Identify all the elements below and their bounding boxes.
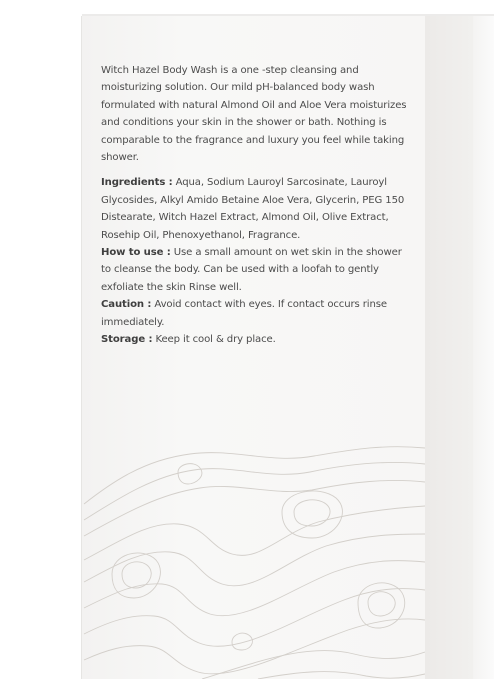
contour-island: [122, 562, 151, 588]
topographic-line-pattern: [82, 442, 425, 679]
contour-line: [84, 480, 425, 536]
how-to-use-label: How to use :: [101, 247, 171, 259]
product-info-text: [101, 62, 413, 349]
contour-line: [202, 651, 425, 679]
caution-label: Caution :: [101, 299, 152, 311]
storage-text: Keep it cool & dry place.: [152, 334, 276, 346]
contour-island: [282, 491, 342, 538]
caution-section: [101, 296, 413, 331]
package-side-panel: [425, 16, 473, 679]
ingredients-section: [101, 174, 413, 244]
contour-line: [84, 506, 425, 560]
contour-island: [178, 464, 202, 484]
package-side-edge: [473, 16, 494, 679]
contour-line: [84, 589, 425, 647]
caution-text: Avoid contact with eyes. If contact occurs rinse immediately.: [101, 299, 387, 328]
product-description: Witch Hazel Body Wash is a one -step cleansing and moisturizing solution. Our mild pH-balanced body wash formulated with natural Almond Oil and Aloe Vera moisturizes and conditions your skin in the shower or bath. Nothing is comparable to the fragrance and luxury you feel while taking shower.: [101, 65, 407, 164]
ingredients-label: Ingredients :: [101, 177, 173, 189]
storage-label: Storage :: [101, 334, 153, 346]
contour-line: [84, 447, 425, 504]
contour-line: [258, 672, 425, 679]
how-to-use-section: [101, 244, 413, 296]
storage-section: [101, 331, 413, 348]
ingredients-text: Aqua, Sodium Lauroyl Sarcosinate, Lauroyl Glycosides, Alkyl Amido Betaine Aloe Vera, Glycerin, PEG 150 Distearate, Witch Hazel Extract, Almond Oil, Olive Extract, Rosehip Oil, Phenoxyethanol, Fragrance.: [101, 177, 405, 241]
contour-island: [232, 633, 252, 650]
contour-island: [368, 592, 395, 616]
how-to-use-text: Use a small amount on wet skin in the shower to cleanse the body. Can be used with a loofah to gently exfoliate the skin Rinse well.: [101, 247, 402, 293]
contour-island: [294, 500, 330, 526]
contour-line: [84, 534, 425, 586]
